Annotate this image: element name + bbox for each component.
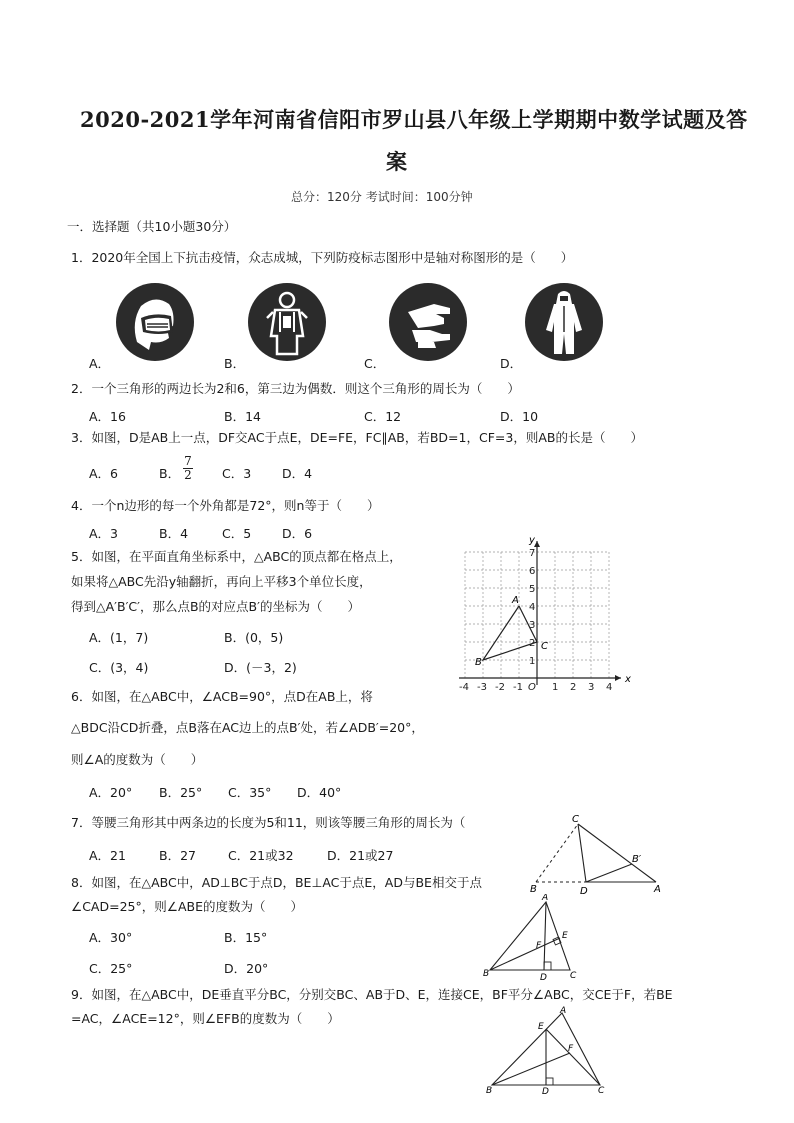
x-tick-label: -1 xyxy=(513,682,523,693)
x-tick-label: 4 xyxy=(606,682,613,693)
question-7-option-c: C．21或32 xyxy=(228,848,294,863)
question-4-stem: 4．一个n边形的每一个外角都是72°，则n等于（ ） xyxy=(71,498,380,513)
question-7-option-a: A．21 xyxy=(89,848,126,863)
origin-label: O xyxy=(528,682,536,693)
question-8-option-a: A．30° xyxy=(89,930,133,945)
point-label-a: A xyxy=(512,595,519,606)
perpendicular-bisector-figure xyxy=(482,1005,612,1095)
question-9-stem-line1: 9．如图，在△ABC中，DE垂直平分BC，分别交BC、AB于D、E，连接CE，BF平分∠ABC，交CE于F，若BE xyxy=(71,987,673,1002)
question-5-option-d: D．(－3，2) xyxy=(224,660,297,675)
section-heading: 一．选择题（共10小题30分） xyxy=(67,219,237,234)
point-label-f: F xyxy=(568,1044,574,1054)
x-tick-label: -3 xyxy=(477,682,487,693)
question-3-stem: 3．如图，D是AB上一点，DF交AC于点E，DE=FE，FC∥AB，若BD=1，CF=3，则AB的长是（ ） xyxy=(71,430,643,445)
point-label-c: C xyxy=(570,971,577,980)
question-2-option-b: B．14 xyxy=(224,409,261,424)
hazmat-suit-icon xyxy=(524,282,604,362)
question-6-stem-line3: 则∠A的度数为（ ） xyxy=(71,752,204,767)
fraction-seven-halves xyxy=(183,455,193,482)
question-1-option-d: D． xyxy=(500,356,523,371)
question-5-option-a: A．(1，7) xyxy=(89,630,149,645)
point-label-c: C xyxy=(541,641,548,652)
question-5-stem-line2: 如果将△ABC先沿y轴翻折，再向上平移3个单位长度， xyxy=(71,574,372,589)
question-5-stem-line3: 得到△A′B′C′，那么点B的对应点B′的坐标为（ ） xyxy=(71,599,360,614)
question-8-stem-line1: 8．如图，在△ABC中，AD⊥BC于点D，BE⊥AC于点E，AD与BE相交于点 xyxy=(71,875,482,890)
question-4-option-d: D．6 xyxy=(282,526,313,541)
fold-triangle-figure xyxy=(530,812,670,898)
point-label-e: E xyxy=(562,931,568,941)
x-axis-label: x xyxy=(625,674,631,685)
y-tick-label: 3 xyxy=(529,620,536,631)
protective-suit-icon xyxy=(247,282,327,362)
question-4-option-a: A．3 xyxy=(89,526,119,541)
question-2-option-c: C．12 xyxy=(364,409,402,424)
question-6-option-a: A．20° xyxy=(89,785,133,800)
page-title-line1: 2020-2021学年河南省信阳市罗山县八年级上学期期中数学试题及答 xyxy=(80,107,748,132)
x-tick-label: 3 xyxy=(588,682,595,693)
x-tick-label: 2 xyxy=(570,682,577,693)
y-axis-label: y xyxy=(529,535,535,546)
question-6-stem-line2: △BDC沿CD折叠，点B落在AC边上的点B′处，若∠ADB′=20°， xyxy=(71,720,424,735)
y-tick-label: 6 xyxy=(529,566,536,577)
question-6-option-d: D．40° xyxy=(297,785,342,800)
question-3-option-c: C．3 xyxy=(222,466,252,481)
y-tick-label: 2 xyxy=(529,638,536,649)
page-title-line2: 案 xyxy=(386,149,408,174)
point-label-c: C xyxy=(598,1086,605,1095)
fraction-denominator: 2 xyxy=(184,468,192,482)
y-tick-label: 5 xyxy=(529,584,536,595)
question-4-option-c: C．5 xyxy=(222,526,252,541)
question-5-stem-line1: 5．如图，在平面直角坐标系中，△ABC的顶点都在格点上， xyxy=(71,549,402,564)
coordinate-grid-figure xyxy=(455,533,633,693)
y-tick-label: 4 xyxy=(529,602,536,613)
point-label-b-prime: B′ xyxy=(632,854,642,865)
question-6-stem-line1: 6．如图，在△ABC中，∠ACB=90°，点D在AB上，将 xyxy=(71,689,373,704)
question-1-option-c: C． xyxy=(364,356,386,371)
question-7-option-d: D．21或27 xyxy=(327,848,394,863)
point-label-e: E xyxy=(538,1022,544,1032)
question-2-stem: 2．一个三角形的两边长为2和6，第三边为偶数．则这个三角形的周长为（ ） xyxy=(71,381,520,396)
question-7-option-b: B．27 xyxy=(159,848,196,863)
question-2-option-d: D．10 xyxy=(500,409,539,424)
point-label-f: F xyxy=(536,941,542,951)
question-6-option-b: B．25° xyxy=(159,785,203,800)
question-8-option-d: D．20° xyxy=(224,961,269,976)
glove-icon xyxy=(388,282,468,362)
exam-meta: 总分：120分 考试时间：100分钟 xyxy=(291,190,473,204)
y-tick-label: 7 xyxy=(529,548,536,559)
question-5-option-b: B．(0，5) xyxy=(224,630,284,645)
x-axis-arrow xyxy=(615,675,621,681)
y-tick-label: 1 xyxy=(529,656,536,667)
question-5-option-c: C．(3，4) xyxy=(89,660,149,675)
point-label-a: A xyxy=(654,884,661,895)
question-8-option-c: C．25° xyxy=(89,961,133,976)
point-label-d: D xyxy=(580,886,588,897)
point-label-d: D xyxy=(540,973,547,980)
point-label-b: B xyxy=(483,969,490,979)
x-tick-label: -2 xyxy=(495,682,505,693)
point-label-b: B xyxy=(486,1086,493,1095)
question-3-option-b: B． xyxy=(159,466,181,481)
fraction-numerator: 7 xyxy=(184,454,192,468)
question-3-option-d: D．4 xyxy=(282,466,313,481)
question-6-option-c: C．35° xyxy=(228,785,272,800)
triangle-abc xyxy=(483,606,537,660)
question-7-stem: 7．等腰三角形其中两条边的长度为5和11，则该等腰三角形的周长为（ xyxy=(71,815,466,830)
question-1-option-b: B． xyxy=(224,356,246,371)
question-8-option-b: B．15° xyxy=(224,930,268,945)
x-tick-label: 1 xyxy=(552,682,559,693)
point-label-a: A xyxy=(560,1006,567,1016)
point-label-d: D xyxy=(542,1087,549,1095)
point-label-c: C xyxy=(572,814,579,825)
question-4-option-b: B．4 xyxy=(159,526,189,541)
question-1-stem: 1．2020年全国上下抗击疫情，众志成城，下列防疫标志图形中是轴对称图形的是（ ） xyxy=(71,250,574,265)
question-9-stem-line2: =AC，∠ACE=12°，则∠EFB的度数为（ ） xyxy=(71,1011,340,1026)
question-1-option-a: A． xyxy=(89,356,111,371)
altitude-triangle-figure xyxy=(482,894,582,980)
x-tick-label: -4 xyxy=(459,682,469,693)
point-label-b: B xyxy=(530,884,537,895)
point-label-a: A xyxy=(542,894,549,903)
question-2-option-a: A．16 xyxy=(89,409,126,424)
mask-icon xyxy=(115,282,195,362)
question-3-option-a: A．6 xyxy=(89,466,119,481)
question-8-stem-line2: ∠CAD=25°，则∠ABE的度数为（ ） xyxy=(71,899,303,914)
point-label-b: B xyxy=(475,657,482,668)
